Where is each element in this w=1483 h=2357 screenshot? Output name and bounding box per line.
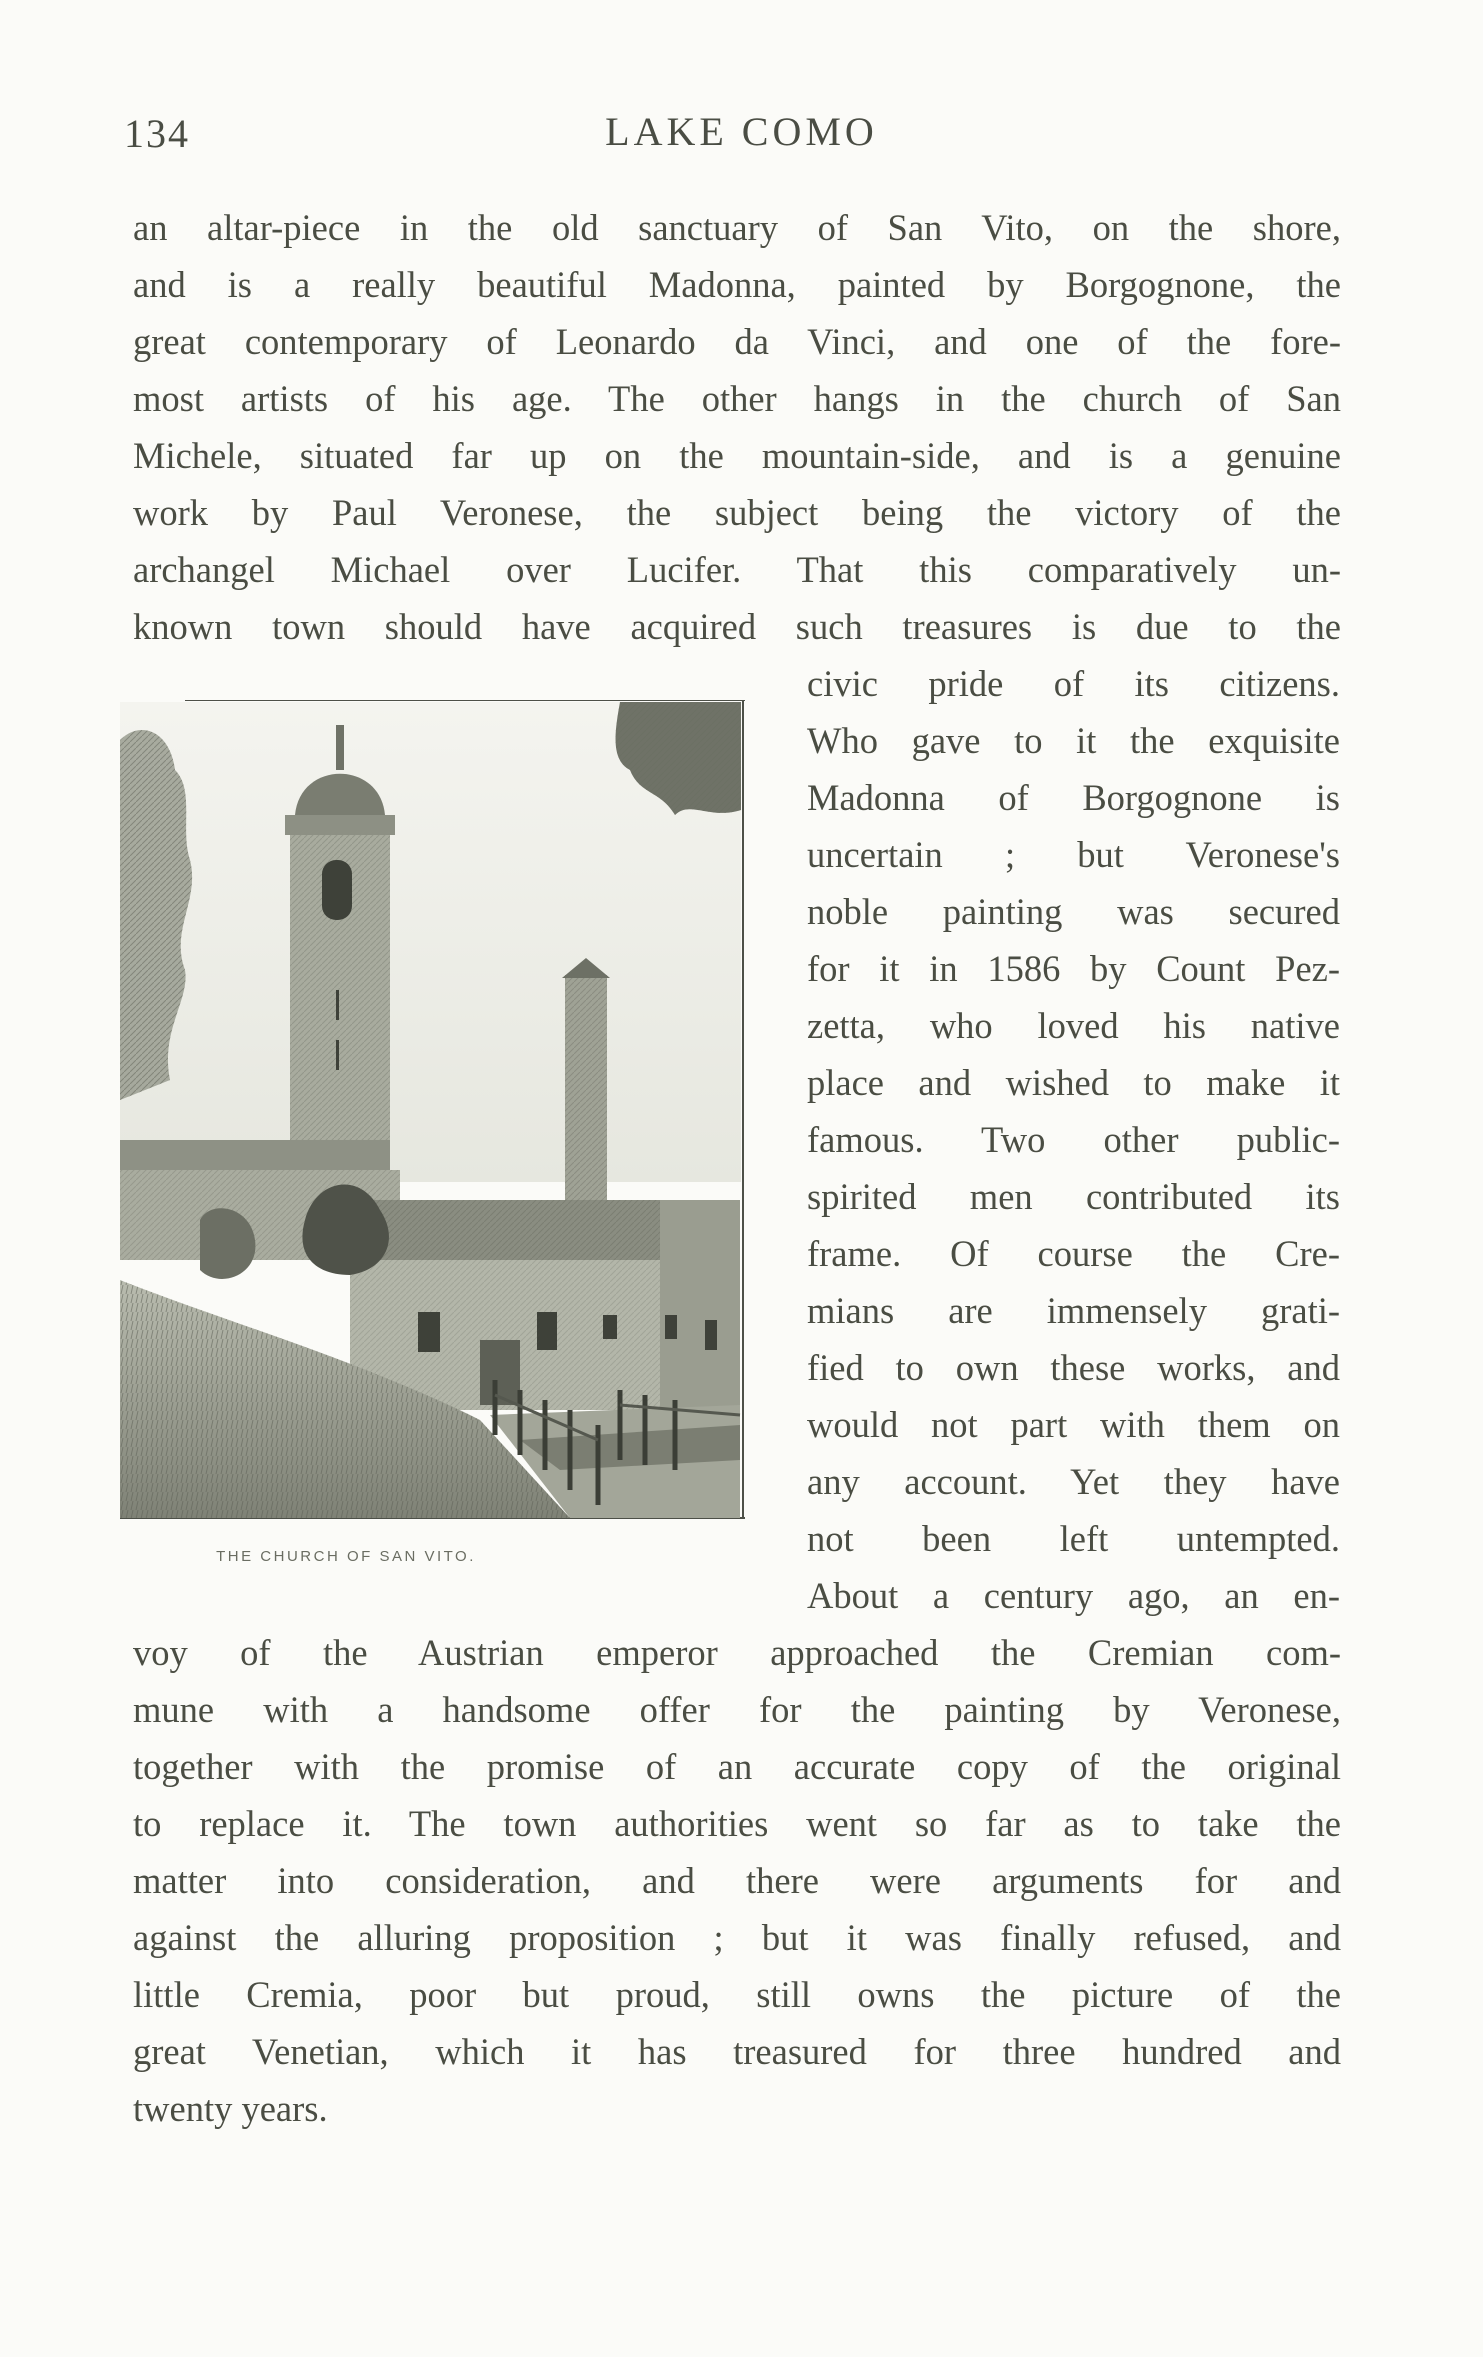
text-line: civic pride of its citizens. <box>807 663 1340 704</box>
text-line: would not part with them on <box>807 1404 1340 1445</box>
running-header <box>0 100 1483 160</box>
text-line: frame. Of course the Cre- <box>807 1233 1340 1274</box>
text-line: work by Paul Veronese, the subject being the victory of the <box>133 492 1341 533</box>
text-line: Michele, situated far up on the mountain-side, and is a genuine <box>133 435 1341 476</box>
text-line: not been left untempted. <box>807 1518 1340 1559</box>
running-title: LAKE COMO <box>605 109 878 154</box>
text-line: most artists of his age. The other hangs in the church of San <box>133 378 1341 419</box>
text-line: any account. Yet they have <box>807 1461 1340 1502</box>
text-line: known town should have acquired such treasures is due to the <box>133 606 1341 647</box>
text-line: against the alluring proposition ; but it was finally refused, and <box>133 1917 1341 1958</box>
text-line: place and wished to make it <box>807 1062 1340 1103</box>
text-line: together with the promise of an accurate copy of the original <box>133 1746 1341 1787</box>
text-line: archangel Michael over Lucifer. That this comparatively un- <box>133 549 1341 590</box>
text-line: voy of the Austrian emperor approached the Cremian com- <box>133 1632 1341 1673</box>
text-line: for it in 1586 by Count Pez- <box>807 948 1340 989</box>
text-line: About a century ago, an en- <box>807 1575 1340 1616</box>
text-line: noble painting was secured <box>807 891 1340 932</box>
text-line: Madonna of Borgognone is <box>807 777 1340 818</box>
text-line: uncertain ; but Veronese's <box>807 834 1340 875</box>
text-line: an altar-piece in the old sanctuary of San Vito, on the shore, <box>133 207 1341 248</box>
text-line: twenty years. <box>133 2088 328 2129</box>
text-line: zetta, who loved his native <box>807 1005 1340 1046</box>
text-line: great Venetian, which it has treasured for three hundred and <box>133 2031 1341 2072</box>
text-line: famous. Two other public- <box>807 1119 1340 1160</box>
text-line: great contemporary of Leonardo da Vinci, and one of the fore- <box>133 321 1341 362</box>
text-line: and is a really beautiful Madonna, painted by Borgognone, the <box>133 264 1341 305</box>
text-line: spirited men contributed its <box>807 1176 1340 1217</box>
text-line: fied to own these works, and <box>807 1347 1340 1388</box>
page-number: 134 <box>124 111 190 156</box>
text-line: mune with a handsome offer for the painting by Veronese, <box>133 1689 1341 1730</box>
text-line: little Cremia, poor but proud, still owns the picture of the <box>133 1974 1341 2015</box>
figure-caption: THE CHURCH OF SAN VITO. <box>216 1548 476 1565</box>
church-illustration <box>100 700 745 1520</box>
text-line: to replace it. The town authorities went so far as to take the <box>133 1803 1341 1844</box>
text-line: Who gave to it the exquisite <box>807 720 1340 761</box>
text-line: matter into consideration, and there were arguments for and <box>133 1860 1341 1901</box>
text-line: mians are immensely grati- <box>807 1290 1340 1331</box>
